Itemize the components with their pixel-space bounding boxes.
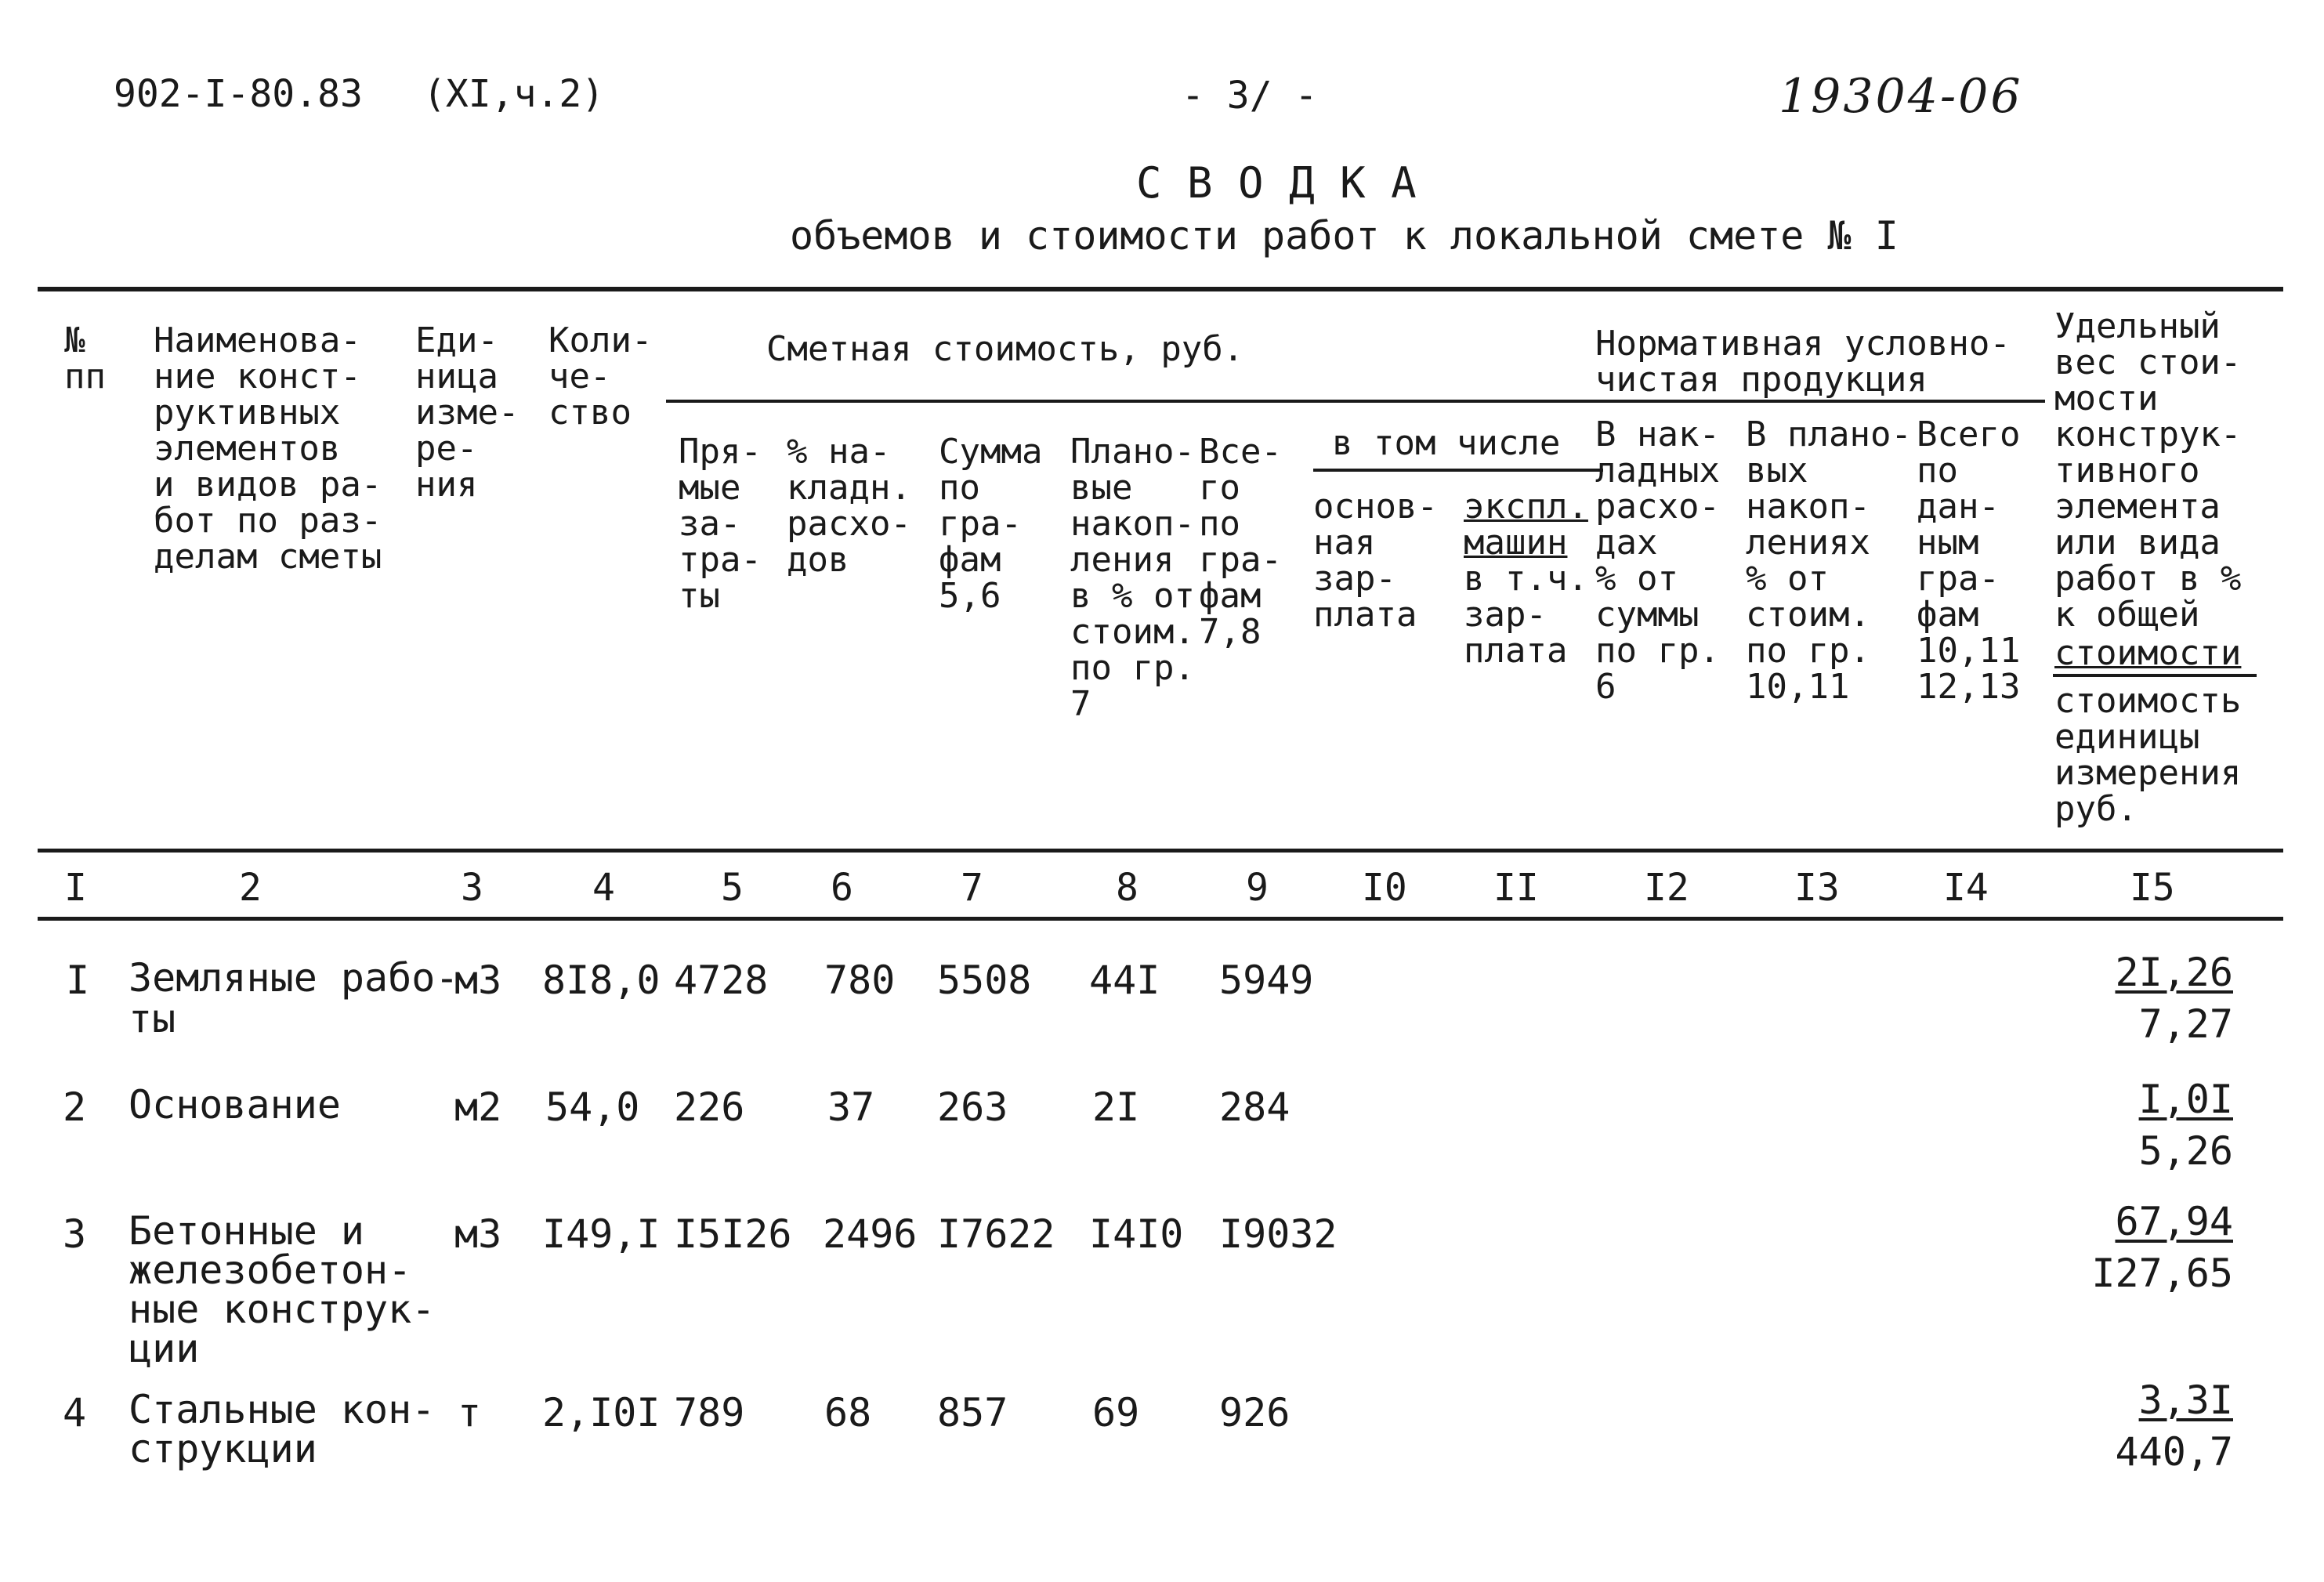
header-specific-weight-underlined: стоимости bbox=[2054, 633, 2242, 673]
row-total: 284 bbox=[1219, 1084, 1291, 1130]
row-overhead: 37 bbox=[827, 1084, 875, 1130]
row-unit-cost: 5,26 bbox=[2138, 1128, 2233, 1174]
row-total: I9032 bbox=[1219, 1211, 1338, 1257]
column-number: 6 bbox=[831, 866, 853, 910]
page-subtitle: объемов и стоимости работ к локальной смете № I bbox=[790, 213, 1899, 259]
row-fraction bbox=[2037, 1199, 2233, 1296]
header-direct: Пря- мые за- тра- ты bbox=[679, 432, 762, 616]
row-unit: м3 bbox=[454, 958, 502, 1003]
incl-rule bbox=[1313, 469, 1603, 472]
column-number: 5 bbox=[721, 866, 744, 910]
header-base-pay: основ- ная зар- плата bbox=[1313, 487, 1438, 635]
row-specific-weight: 2I,26 bbox=[2115, 950, 2233, 995]
header-norm-planned: В плано- вых накоп- лениях % от стоим. по гр. 10,11 bbox=[1746, 415, 1912, 707]
header-name: Наименова- ние конст- руктивных элементов и видов ра- бот по раз- делам сметы bbox=[154, 320, 382, 577]
row-sum: I7622 bbox=[937, 1211, 1055, 1257]
row-number: 2 bbox=[63, 1084, 87, 1130]
row-unit: м3 bbox=[454, 1211, 502, 1257]
row-qty: 8I8,0 bbox=[542, 958, 661, 1003]
header-bottom-rule bbox=[38, 849, 2283, 853]
group-rule-right bbox=[1591, 400, 2045, 403]
header-mach: экспл. машин bbox=[1464, 487, 1588, 563]
row-direct: 4728 bbox=[674, 958, 769, 1003]
row-unit-cost: I27,65 bbox=[2091, 1251, 2233, 1296]
row-total: 926 bbox=[1219, 1390, 1291, 1435]
row-fraction bbox=[2053, 950, 2233, 1047]
row-unit-cost: 7,27 bbox=[2138, 1001, 2233, 1047]
column-number: 4 bbox=[592, 866, 615, 910]
header-unit: Еди- ница изме- ре- ния bbox=[415, 320, 519, 505]
row-total: 5949 bbox=[1219, 958, 1314, 1003]
row-direct: I5I26 bbox=[674, 1211, 792, 1257]
row-sum: 857 bbox=[937, 1390, 1008, 1435]
column-number: 2 bbox=[239, 866, 262, 910]
row-planned: I4I0 bbox=[1089, 1211, 1184, 1257]
header-qty: Коли- че- ство bbox=[548, 320, 653, 433]
row-direct: 789 bbox=[674, 1390, 745, 1435]
column-number: I bbox=[64, 866, 87, 910]
header-norm-overhead: В нак- ладных расхо- дах % от суммы по гр. 6 bbox=[1595, 415, 1720, 707]
column-number: 8 bbox=[1116, 866, 1138, 910]
row-sum: 5508 bbox=[937, 958, 1032, 1003]
column-number: I4 bbox=[1943, 866, 1989, 910]
row-planned: 69 bbox=[1092, 1390, 1140, 1435]
row-qty: I49,I bbox=[542, 1211, 661, 1257]
row-name: Земляные рабо- ты bbox=[129, 955, 459, 1041]
row-direct: 226 bbox=[674, 1084, 745, 1130]
row-name: Бетонные и железобетон- ные конструк- ции bbox=[129, 1208, 436, 1371]
document-code: 902-I-80.83 bbox=[114, 72, 363, 116]
row-number: 4 bbox=[63, 1390, 87, 1435]
row-unit: м2 bbox=[454, 1084, 502, 1130]
header-mach-pay: в т.ч. зар- плата bbox=[1464, 559, 1588, 671]
row-unit: т bbox=[458, 1390, 482, 1435]
column-number: I3 bbox=[1794, 866, 1840, 910]
row-specific-weight: 67,94 bbox=[2115, 1199, 2233, 1244]
header-group-cost: Сметная стоимость, руб. bbox=[766, 329, 1244, 369]
row-overhead: 2496 bbox=[823, 1211, 918, 1257]
header-sum56: Сумма по гра- фам 5,6 bbox=[939, 432, 1043, 616]
header-norm-total: Всего по дан- ным гра- фам 10,11 12,13 bbox=[1917, 415, 2021, 707]
column-numbers-rule bbox=[38, 917, 2283, 921]
column-number: 9 bbox=[1246, 866, 1269, 910]
header-incl: в том числе bbox=[1332, 423, 1561, 463]
column-number: I5 bbox=[2130, 866, 2175, 910]
row-fraction bbox=[2037, 1377, 2233, 1475]
header-total78: Все- го по гра- фам 7,8 bbox=[1199, 432, 1282, 652]
row-fraction bbox=[2053, 1077, 2233, 1174]
column-number: 7 bbox=[961, 866, 983, 910]
table-top-rule bbox=[38, 287, 2283, 291]
row-unit-cost: 440,7 bbox=[2115, 1429, 2233, 1475]
page-number: - 3/ - bbox=[1182, 74, 1318, 118]
column-number: I2 bbox=[1644, 866, 1689, 910]
row-overhead: 780 bbox=[824, 958, 896, 1003]
row-name: Стальные кон- струкции bbox=[129, 1387, 436, 1472]
row-qty: 2,I0I bbox=[542, 1390, 661, 1435]
row-planned: 44I bbox=[1089, 958, 1160, 1003]
handwritten-stamp: 19304-06 bbox=[1779, 69, 2023, 124]
header-group-norm: Нормативная условно- чистая продукция bbox=[1595, 324, 2011, 400]
header-unit-cost: стоимость единицы измерения руб. bbox=[2054, 681, 2242, 829]
document-part: (XI,ч.2) bbox=[423, 72, 605, 116]
row-specific-weight: I,0I bbox=[2138, 1077, 2233, 1122]
column-number: 3 bbox=[461, 866, 483, 910]
row-sum: 263 bbox=[937, 1084, 1008, 1130]
page-title: С В О Д К А bbox=[1136, 158, 1417, 208]
row-name: Основание bbox=[129, 1082, 341, 1128]
row-number: 3 bbox=[63, 1211, 87, 1257]
specific-divider bbox=[2053, 674, 2257, 677]
row-overhead: 68 bbox=[824, 1390, 872, 1435]
group-rule-left bbox=[666, 400, 1606, 403]
row-planned: 2I bbox=[1092, 1084, 1140, 1130]
column-number: II bbox=[1493, 866, 1539, 910]
row-number: I bbox=[66, 958, 90, 1003]
header-specific-weight: Удельный вес стои- мости конструк- тивного элемента или вида работ в % к общей bbox=[2054, 306, 2242, 635]
header-planned: Плано- вые накоп- ления в % от стоим. по гр. 7 bbox=[1070, 432, 1195, 724]
row-qty: 54,0 bbox=[545, 1084, 640, 1130]
column-number: I0 bbox=[1362, 866, 1407, 910]
header-overhead-pct: % на- кладн. расхо- дов bbox=[787, 432, 911, 580]
header-no: № пп bbox=[64, 320, 106, 396]
row-specific-weight: 3,3I bbox=[2138, 1377, 2233, 1423]
